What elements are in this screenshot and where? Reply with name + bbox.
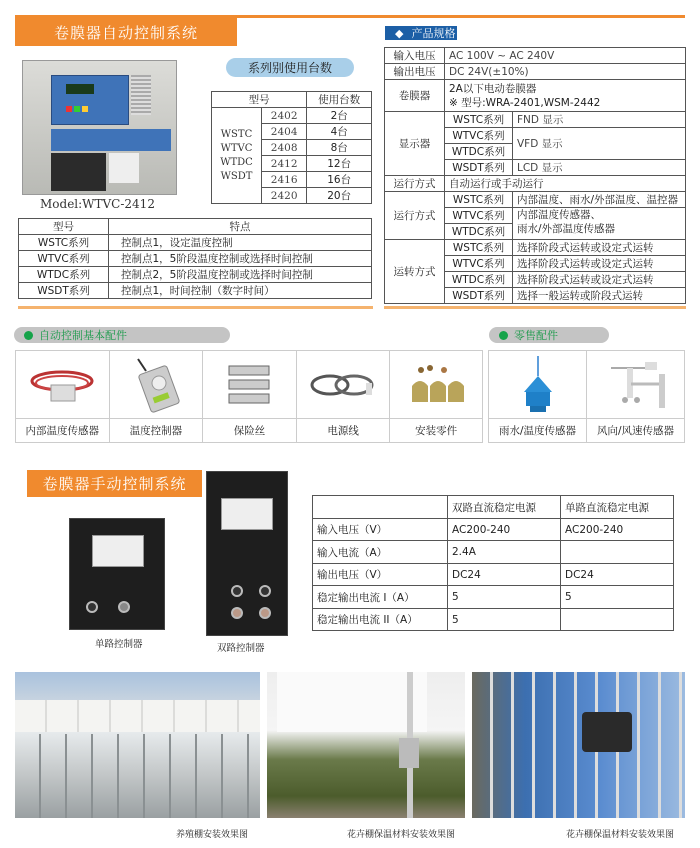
power-double-value: DC24 xyxy=(448,564,561,586)
feature-model: WSDT系列 xyxy=(19,283,109,299)
wind-sensor-icon xyxy=(587,351,684,419)
device-button-green xyxy=(74,106,80,112)
runmode-series: WSTC系列 xyxy=(445,192,513,208)
feature-desc: 控制点1，时间控制（数字时间） xyxy=(109,283,372,299)
usage-code: 2416 xyxy=(262,172,307,188)
operation-series: WTDC系列 xyxy=(445,272,513,288)
operation-series: WTVC系列 xyxy=(445,256,513,272)
power-single-value: AC200-240 xyxy=(561,519,674,541)
device-display xyxy=(66,84,94,94)
diamond-icon: ◆ xyxy=(395,26,404,40)
greenhouse-frame xyxy=(15,734,260,818)
operation-series: WSDT系列 xyxy=(445,288,513,304)
basic-accessories-title xyxy=(14,327,230,343)
auto-control-title xyxy=(15,18,237,46)
rain-sensor-icon xyxy=(489,351,586,419)
double-controller-caption: 双路控制器 xyxy=(217,643,265,654)
accessory-item xyxy=(587,351,684,442)
controller-knob xyxy=(231,585,243,597)
usage-code: 2420 xyxy=(262,188,307,204)
gallery-caption-2: 花卉棚保温材料安装效果图 xyxy=(347,830,456,840)
roller-line2: ※ 型号:WRA-2401,WSM-2442 xyxy=(449,96,601,109)
accessory-item xyxy=(390,351,482,442)
runmode-series: WTDC系列 xyxy=(445,224,513,240)
usage-code: 2404 xyxy=(262,124,307,140)
feature-desc: 控制点2，5阶段温度控制或选择时间控制 xyxy=(109,267,372,283)
display-series: WSDT系列 xyxy=(445,160,513,176)
usage-code: 2412 xyxy=(262,156,307,172)
roller-motor xyxy=(582,712,632,752)
greenhouse-photo-1 xyxy=(15,672,260,818)
features-header-feature: 特点 xyxy=(109,219,372,235)
controller-switch xyxy=(231,607,243,619)
spec-value: DC 24V(±10%) xyxy=(445,64,686,80)
usage-pill xyxy=(226,58,354,77)
controller-switch xyxy=(118,601,130,613)
spec-label: 输入电压 xyxy=(385,48,445,64)
operation-value: 选择阶段式运转或设定式运转 xyxy=(513,240,686,256)
usage-table xyxy=(211,91,372,204)
display-series: WTDC系列 xyxy=(445,144,513,160)
operation-series: WSTC系列 xyxy=(445,240,513,256)
single-controller-caption: 单路控制器 xyxy=(95,639,143,650)
usage-code: 2408 xyxy=(262,140,307,156)
accessory-label: 电源线 xyxy=(327,424,359,437)
controller-knob xyxy=(86,601,98,613)
green-dot-icon xyxy=(499,331,508,340)
accessory-item xyxy=(489,351,587,442)
power-label: 输入电压（V） xyxy=(313,519,448,541)
spec-label: 输出电压 xyxy=(385,64,445,80)
manual-control-title-text: 卷膜器手动控制系统 xyxy=(42,475,187,493)
series-wstc: WSTC xyxy=(220,128,253,140)
accessory-label: 内部温度传感器 xyxy=(25,424,100,437)
basic-accessories-grid xyxy=(15,350,483,443)
gallery-caption-1: 养殖棚安装效果图 xyxy=(176,830,249,840)
power-single-value: 5 xyxy=(561,586,674,609)
power-single-value: DC24 xyxy=(561,564,674,586)
power-header-blank xyxy=(313,496,448,519)
divider-left xyxy=(18,306,373,309)
usage-code: 2402 xyxy=(262,108,307,124)
power-double-value: 5 xyxy=(448,586,561,609)
feature-desc: 控制点1，设定温度控制 xyxy=(109,235,372,251)
power-label: 稳定输出电流 II（A） xyxy=(313,609,448,631)
insulation-curtain xyxy=(277,672,427,732)
spec-label: 运行方式 xyxy=(385,176,445,192)
power-single-value xyxy=(561,609,674,631)
accessory-label: 风向/风速传感器 xyxy=(596,424,675,437)
features-header-model: 型号 xyxy=(19,219,109,235)
device-panel xyxy=(51,75,129,125)
spec-value xyxy=(445,80,686,112)
usage-header-model: 型号 xyxy=(212,92,307,108)
series-wtdc: WTDC xyxy=(220,156,253,168)
display-series: WSTC系列 xyxy=(445,112,513,128)
runmode-value: 内部温度、雨水/外部温度、温控器 xyxy=(513,192,686,208)
feature-model: WTVC系列 xyxy=(19,251,109,267)
usage-count: 20台 xyxy=(307,188,372,204)
accessory-label: 安装零件 xyxy=(415,424,458,437)
auto-control-title-text: 卷膜器自动控制系统 xyxy=(53,23,198,42)
controller-nameplate xyxy=(221,498,273,530)
display-value: VFD 显示 xyxy=(513,128,686,160)
power-header-double: 双路直流稳定电源 xyxy=(448,496,561,519)
greenhouse-frame xyxy=(472,672,685,818)
operation-value: 选择阶段式运转或设定式运转 xyxy=(513,256,686,272)
spec-label: 运行方式 xyxy=(385,192,445,240)
double-controller-image xyxy=(206,471,288,636)
accessory-label: 温度控制器 xyxy=(129,424,183,437)
usage-series-list xyxy=(212,108,262,204)
controller-knob xyxy=(259,585,271,597)
specs-title-text: 产品规格 xyxy=(411,27,456,40)
mounting-parts-icon xyxy=(390,351,482,419)
retail-accessories-title xyxy=(489,327,609,343)
feature-model: WTDC系列 xyxy=(19,267,109,283)
power-single-value xyxy=(561,541,674,564)
specs-title xyxy=(385,26,457,40)
power-cable-icon xyxy=(297,351,390,419)
green-dot-icon xyxy=(24,331,33,340)
power-label: 输入电流（A） xyxy=(313,541,448,564)
power-header-single: 单路直流稳定电源 xyxy=(561,496,674,519)
roller-line1: 2A以下电动卷膜器 xyxy=(449,82,537,95)
temperature-controller-icon xyxy=(110,351,203,419)
power-label: 稳定输出电流 I（A） xyxy=(313,586,448,609)
operation-value: 选择一般运转或阶段式运转 xyxy=(513,288,686,304)
device-button-yellow xyxy=(82,106,88,112)
device-terminal-block xyxy=(51,153,106,191)
specs-table xyxy=(384,47,686,304)
device-vent xyxy=(131,75,151,115)
runmode-value-line2: 雨水/外部温度传感器 xyxy=(517,223,616,235)
spec-label: 显示器 xyxy=(385,112,445,176)
accessory-item xyxy=(110,351,204,442)
basic-accessories-title-text: 自动控制基本配件 xyxy=(39,329,127,342)
accessory-item xyxy=(203,351,297,442)
greenhouse-photo-3 xyxy=(472,672,685,818)
device-switch-strip xyxy=(51,129,171,151)
usage-header-count: 使用台数 xyxy=(307,92,372,108)
controller-nameplate xyxy=(92,535,144,567)
device-breaker xyxy=(109,153,139,183)
operation-value: 选择阶段式运转或设定式运转 xyxy=(513,272,686,288)
model-caption: Model:WTVC-2412 xyxy=(40,197,155,211)
display-series: WTVC系列 xyxy=(445,128,513,144)
power-label: 输出电压（V） xyxy=(313,564,448,586)
retail-accessories-title-text: 零售配件 xyxy=(514,329,558,342)
roller-motor xyxy=(399,738,419,768)
roller-blinds xyxy=(15,700,260,732)
device-button-red xyxy=(66,106,72,112)
accessory-item xyxy=(297,351,391,442)
power-double-value: 5 xyxy=(448,609,561,631)
accessory-label: 雨水/温度传感器 xyxy=(498,424,577,437)
runmode-series: WTVC系列 xyxy=(445,208,513,224)
display-value: FND 显示 xyxy=(513,112,686,128)
retail-accessories-grid xyxy=(488,350,685,443)
usage-pill-text: 系列别使用台数 xyxy=(247,61,332,75)
greenhouse-photo-2 xyxy=(267,672,465,818)
controller-switch xyxy=(259,607,271,619)
accessory-label: 保险丝 xyxy=(233,424,266,437)
feature-model: WSTC系列 xyxy=(19,235,109,251)
usage-count: 8台 xyxy=(307,140,372,156)
divider-right xyxy=(384,306,686,309)
series-wtvc: WTVC xyxy=(220,142,253,154)
feature-desc: 控制点1，5阶段温度控制或选择时间控制 xyxy=(109,251,372,267)
usage-count: 16台 xyxy=(307,172,372,188)
controller-device-image xyxy=(22,60,177,195)
runmode-value xyxy=(513,208,686,240)
fuses-icon xyxy=(203,351,296,419)
usage-count: 4台 xyxy=(307,124,372,140)
single-controller-image xyxy=(69,518,165,630)
usage-count: 2台 xyxy=(307,108,372,124)
power-double-value: AC200-240 xyxy=(448,519,561,541)
series-wsdt: WSDT xyxy=(220,170,253,182)
usage-count: 12台 xyxy=(307,156,372,172)
display-value: LCD 显示 xyxy=(513,160,686,176)
manual-control-title xyxy=(27,470,202,497)
spec-value: 自动运行或手动运行 xyxy=(445,176,686,192)
features-table xyxy=(18,218,372,299)
gallery-caption-3: 花卉棚保温材料安装效果图 xyxy=(566,830,675,840)
power-supply-table xyxy=(312,495,674,631)
spec-value: AC 100V ~ AC 240V xyxy=(445,48,686,64)
accessory-item xyxy=(16,351,110,442)
power-double-value: 2.4A xyxy=(448,541,561,564)
runmode-value-line1: 内部温度传感器、 xyxy=(517,209,601,221)
spec-label: 卷膜器 xyxy=(385,80,445,112)
coiled-sensor-cable-icon xyxy=(16,351,109,419)
spec-label: 运转方式 xyxy=(385,240,445,304)
